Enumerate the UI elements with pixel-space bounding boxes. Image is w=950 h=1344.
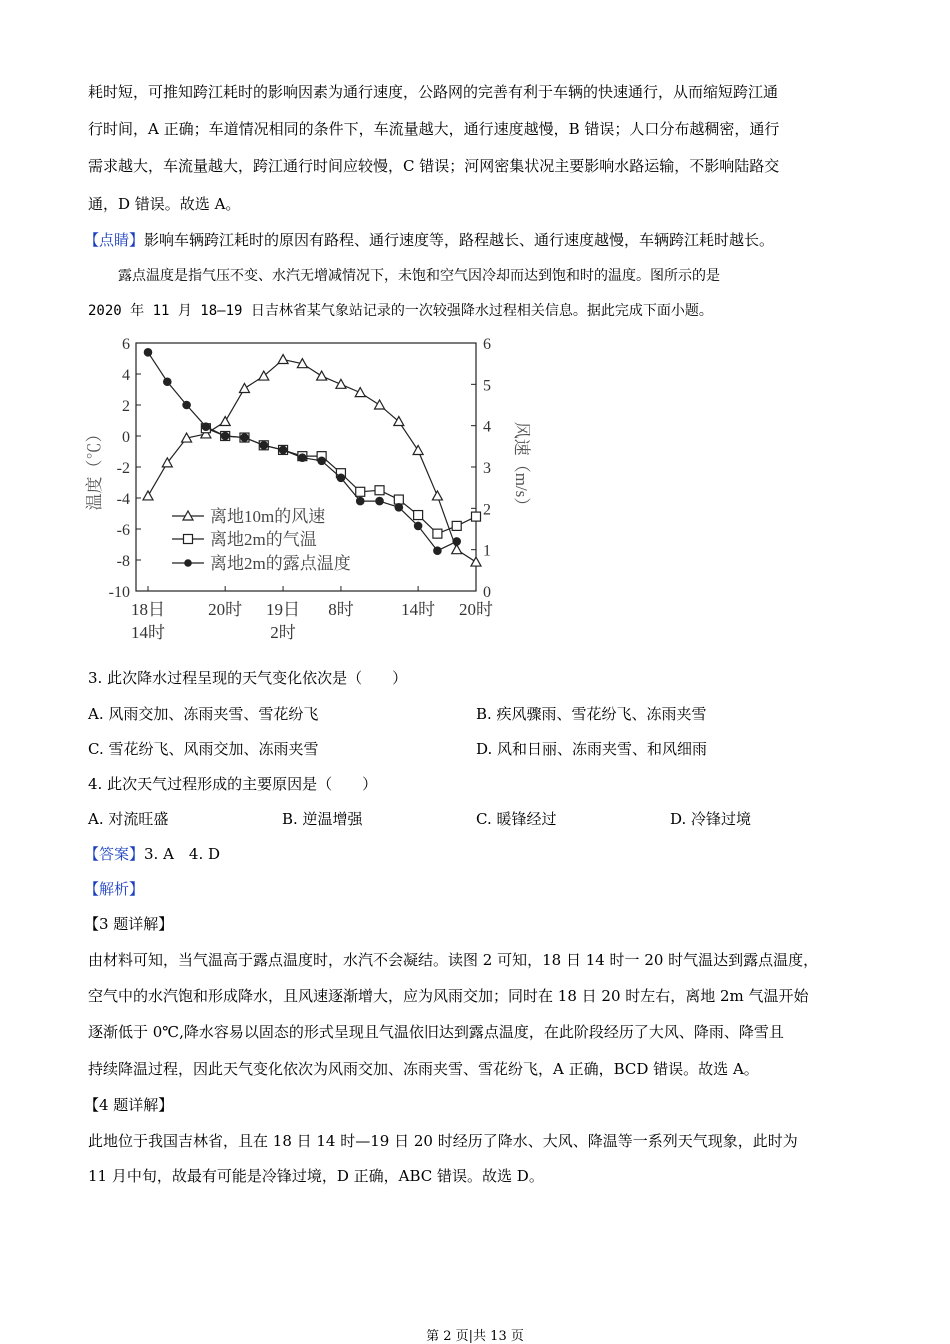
q4-stem: 4. 此次天气过程形成的主要原因是（ ） (88, 775, 378, 793)
right-tick-label: 0 (483, 584, 491, 601)
wind-point (220, 417, 230, 426)
answer-line (84, 844, 220, 864)
q3-option-c: C. 雪花纷飞、风雨交加、冻雨夹雪 (88, 740, 319, 758)
q4-option-b: B. 逆温增强 (282, 810, 363, 828)
left-tick-label: -8 (116, 553, 130, 570)
wind-point (143, 491, 153, 500)
d3-line: 逐渐低于 0℃,降水容易以固态的形式呈现且气温依旧达到露点温度，在此阶段经历了大风、降雨、降雪且 (88, 1023, 784, 1041)
legend-label: 离地2m的露点温度 (210, 554, 351, 573)
dewpoint-point (279, 446, 287, 454)
q3-option-d: D. 风和日丽、冻雨夹雪、和风细雨 (476, 740, 708, 758)
wind-point (432, 491, 442, 500)
wind-point (355, 388, 365, 397)
answer-text: 3. A 4. D (144, 845, 221, 863)
d3-line: 持续降温过程，因此天气变化依次为风雨交加、冻雨夹雪、雪花纷飞，A 正确，BCD 错误。故选 A。 (88, 1060, 759, 1078)
right-tick-label: 2 (483, 501, 491, 519)
dewpoint-point (318, 457, 326, 465)
dewpoint-point (202, 423, 210, 431)
temp-point (394, 495, 403, 504)
dewpoint-point (356, 497, 364, 505)
d3-line: 由材料可知，当气温高于露点温度时，水汽不会凝结。读图 2 可知，18 日 14 时一 20 时气温达到露点温度， (88, 951, 819, 969)
temp-point (472, 512, 481, 521)
x-tick-label: 18日 (131, 600, 165, 619)
x-tick-label: 19日 (266, 600, 301, 619)
temp-point (375, 486, 384, 495)
dewpoint-point (434, 547, 442, 555)
dewpoint-point (221, 432, 229, 440)
left-tick-label: -4 (116, 491, 130, 508)
analysis-line: 需求越大，车流量越大，跨江通行时间应较慢，C 错误；河网密集状况主要影响水路运输，不影响陆路交 (88, 157, 780, 175)
temp-point (433, 529, 442, 538)
left-tick-label: 6 (122, 336, 130, 353)
dewpoint-point (453, 538, 461, 546)
q3-option-a: A. 风雨交加、冻雨夹雪、雪花纷飞 (88, 705, 319, 723)
q4-option-a: A. 对流旺盛 (88, 810, 169, 828)
left-tick-label: 0 (122, 429, 130, 446)
legend-label: 离地10m的风速 (210, 507, 326, 526)
tip-text: 影响车辆跨江耗时的原因有路程、通行速度等，路程越长、通行速度越慢，车辆跨江耗时越长。 (144, 231, 775, 249)
analysis-line: 行时间，A 正确；车道情况相同的条件下，车流量越大，通行速度越慢，B 错误；人口分布越稠密，通行 (88, 120, 780, 138)
wind-point (413, 445, 423, 454)
tip-tag: 【点睛】 (84, 231, 145, 249)
y-axis-right-title: 风速（m/s） (512, 421, 531, 515)
analysis-line: 通，D 错误。故选 A。 (88, 195, 241, 213)
wind-point (375, 400, 385, 409)
left-tick-label: 2 (122, 398, 130, 415)
d4-tag: 【4 题详解】 (84, 1096, 174, 1114)
material-line: 2020 年 11 月 18—19 日吉林省某气象站记录的一次较强降水过程相关信息。据此完成下面小题。 (88, 303, 713, 319)
x-tick-label: 20时 (208, 600, 243, 619)
wind-point (471, 557, 481, 566)
dewpoint-point (163, 378, 171, 386)
analysis-line: 耗时短，可推知跨江耗时的影响因素为通行速度，公路网的完善有利于车辆的快速通行，从而缩短跨江通 (88, 83, 779, 101)
legend-dot-marker (184, 559, 192, 567)
right-tick-label: 4 (483, 418, 491, 436)
wind-point (452, 545, 462, 554)
d4-line: 11 月中旬，故最有可能是冷锋过境，D 正确，ABC 错误。故选 D。 (88, 1167, 544, 1185)
q4-option-d: D. 冷锋过境 (670, 810, 752, 828)
dewpoint-point (414, 522, 422, 530)
wind-point (317, 371, 327, 380)
q3-stem: 3. 此次降水过程呈现的天气变化依次是（ ） (88, 669, 408, 687)
x-tick-label: 20时 (459, 600, 493, 619)
temp-point (452, 521, 461, 530)
d3-tag: 【3 题详解】 (84, 915, 174, 933)
dewpoint-point (144, 349, 152, 357)
wind-point (336, 379, 346, 388)
q4-option-c: C. 暖锋经过 (476, 810, 557, 828)
x-tick-label: 8时 (328, 600, 354, 619)
right-tick-label: 3 (483, 460, 491, 477)
y-axis-left-title: 温度（℃） (85, 425, 104, 511)
temp-point (414, 511, 423, 520)
dewpoint-point (260, 442, 268, 450)
weather-chart (84, 328, 544, 648)
right-tick-label: 5 (483, 377, 491, 395)
dewpoint-point (395, 504, 403, 512)
dewpoint-point (337, 474, 345, 482)
legend-square-marker (184, 535, 193, 544)
x-tick-label: 14时 (131, 623, 165, 642)
chart-svg (84, 328, 544, 648)
x-tick-label: 2时 (270, 623, 296, 642)
left-tick-label: -6 (116, 522, 130, 539)
material-line: 露点温度是指气压不变、水汽无增减情况下，未饱和空气因冷却而达到饱和时的温度。图所示的是 (118, 268, 720, 284)
wind-point (278, 355, 288, 364)
q3-option-b: B. 疾风骤雨、雪花纷飞、冻雨夹雪 (476, 705, 707, 723)
temp-point (356, 487, 365, 496)
dewpoint-point (183, 401, 191, 409)
right-tick-label: 1 (483, 542, 491, 560)
legend-label: 离地2m的气温 (210, 530, 317, 549)
answer-tag: 【答案】 (84, 845, 145, 863)
tip-line (84, 230, 774, 250)
analysis-tag: 【解析】 (84, 880, 145, 898)
dewpoint-point (376, 497, 384, 505)
left-tick-label: -10 (108, 584, 130, 601)
d3-line: 空气中的水汽饱和形成降水，且风速逐渐增大，应为风雨交加；同时在 18 日 20 时左右，离地 2m 气温开始 (88, 987, 809, 1005)
right-tick-label: 6 (483, 336, 491, 353)
x-tick-label: 14时 (401, 600, 436, 619)
left-tick-label: 4 (122, 367, 130, 384)
d4-line: 此地位于我国吉林省，且在 18 日 14 时—19 日 20 时经历了降水、大风、降温等一系列天气现象，此时为 (88, 1132, 798, 1150)
dewpoint-point (299, 454, 307, 462)
left-tick-label: -2 (116, 460, 130, 477)
dewpoint-point (241, 434, 249, 442)
wind-point (239, 383, 249, 392)
page-footer: 第 2 页|共 13 页 (426, 1329, 524, 1344)
